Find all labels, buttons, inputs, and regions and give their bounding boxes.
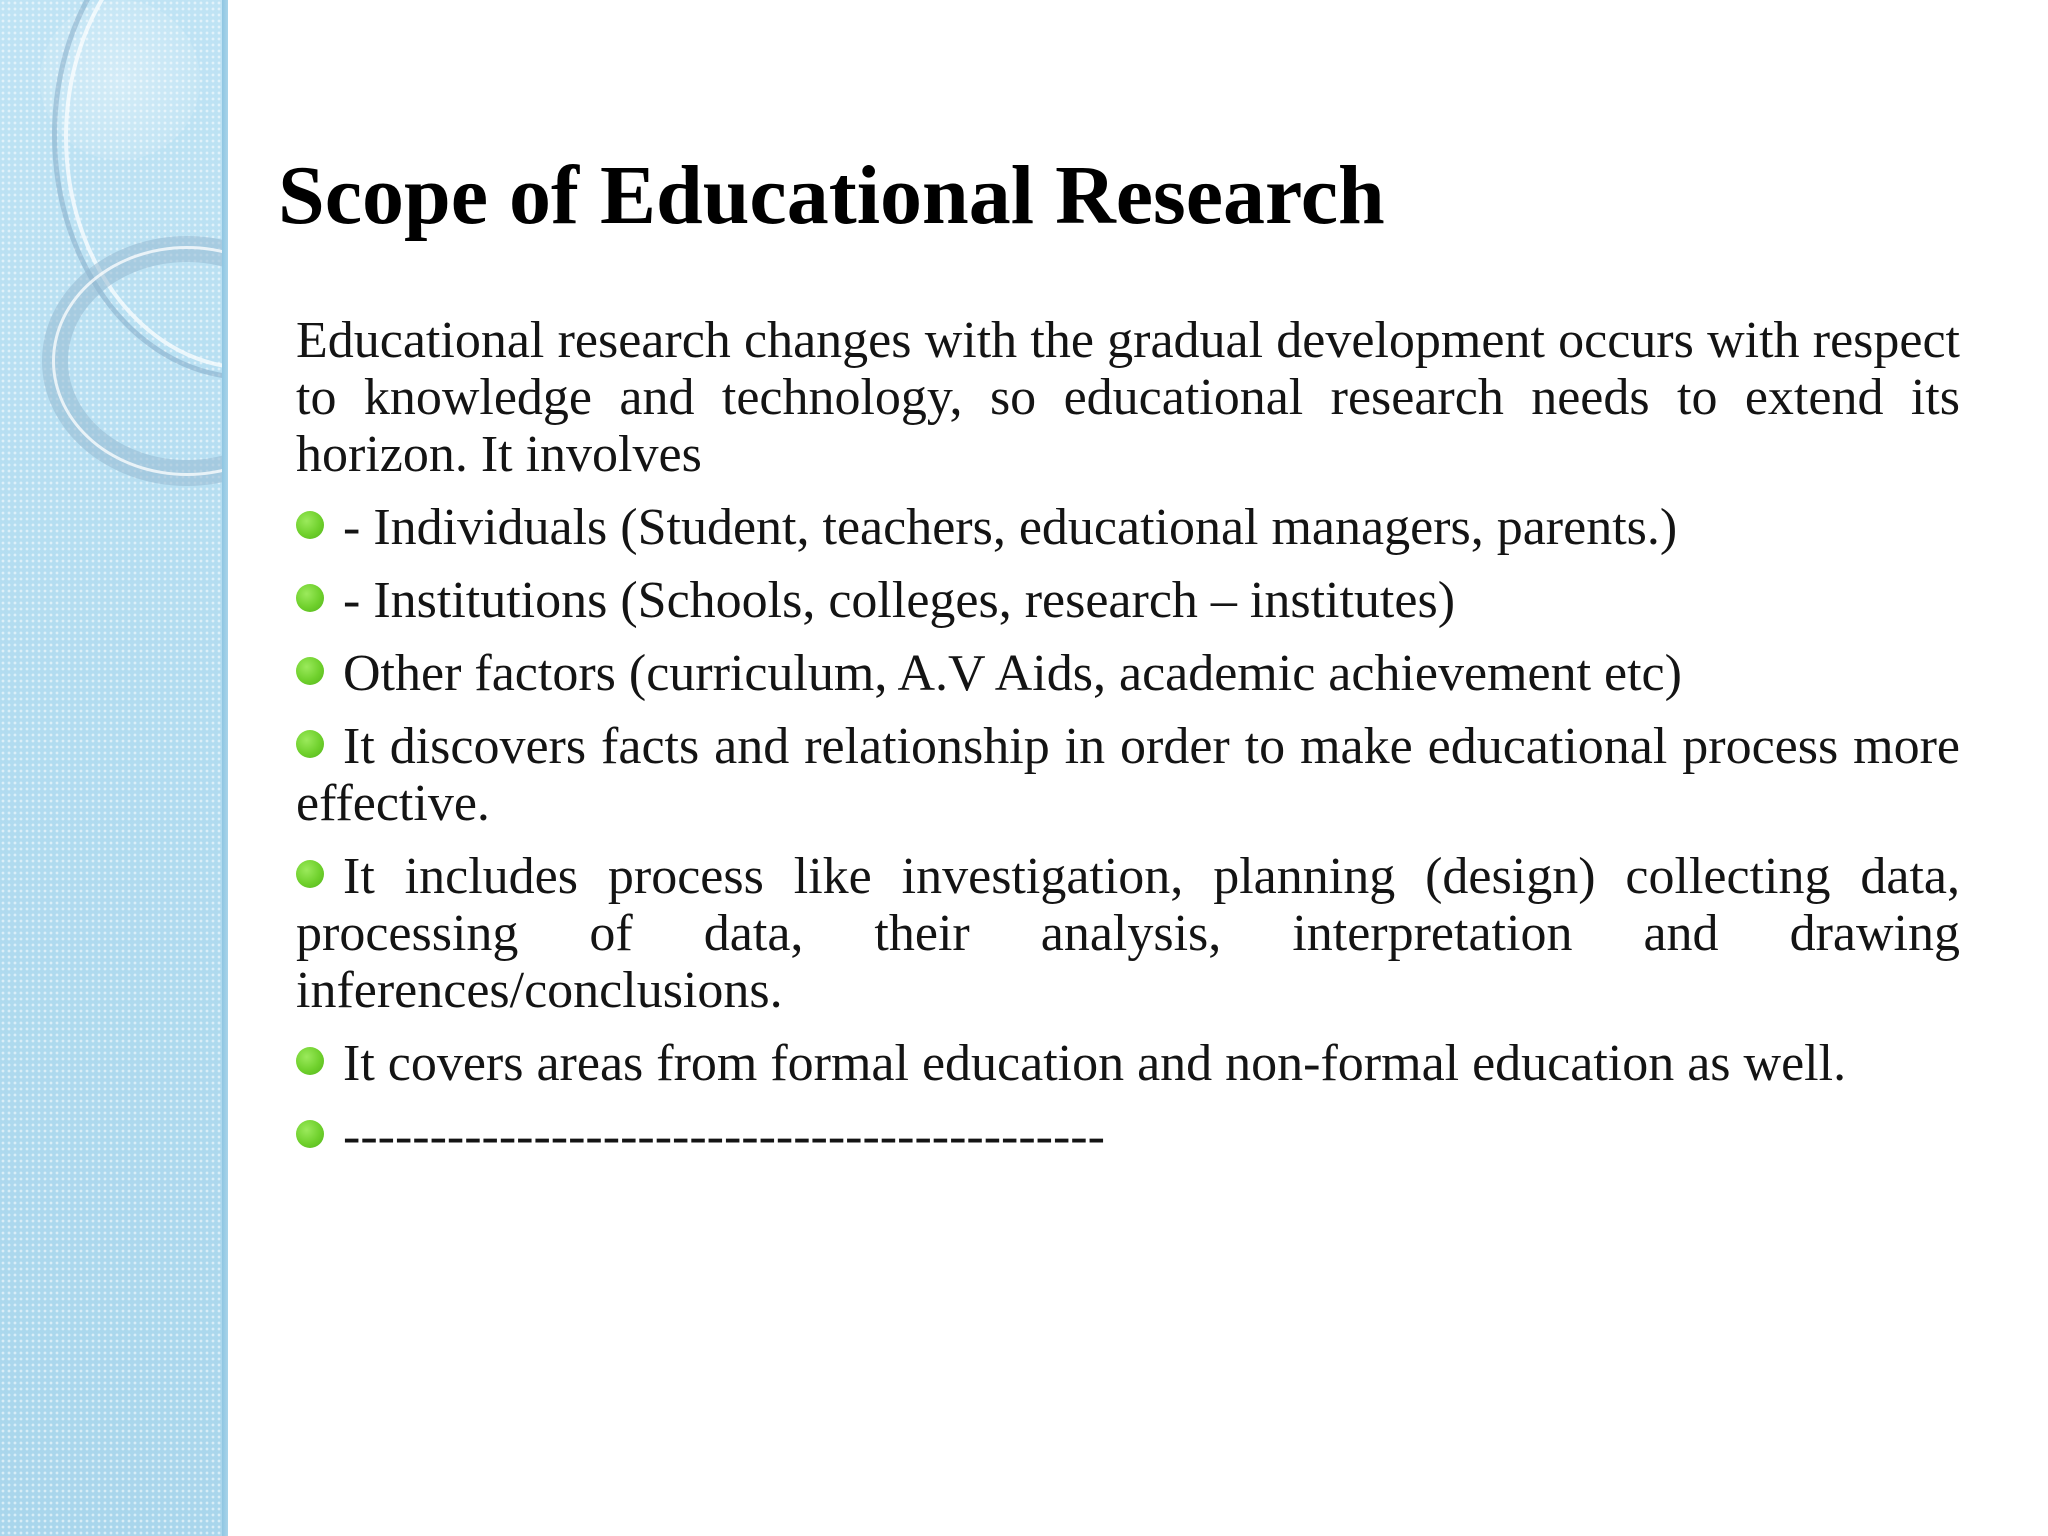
bullet-item — [296, 1108, 1960, 1165]
green-bullet-icon — [296, 657, 324, 685]
bullet-text: - Institutions (Schools, colleges, research – institutes) — [343, 572, 1456, 629]
green-bullet-icon — [296, 1047, 324, 1075]
side-panel-edge — [222, 0, 228, 1536]
green-bullet-icon — [296, 730, 324, 758]
intro-paragraph: Educational research changes with the gradual development occurs with respect to knowledge and technology, so educational research needs to extend its horizon. It involves — [296, 312, 1960, 483]
bullet-item — [296, 718, 1960, 832]
bullet-text: - Individuals (Student, teachers, educational managers, parents.) — [343, 499, 1678, 556]
green-bullet-icon — [296, 584, 324, 612]
bullet-item — [296, 1035, 1960, 1092]
green-bullet-icon — [296, 511, 324, 539]
green-bullet-icon — [296, 1120, 324, 1148]
slide-title: Scope of Educational Research — [278, 149, 1385, 242]
bullet-item — [296, 848, 1960, 1019]
decorative-side-panel — [0, 0, 228, 1536]
bullet-text: It includes process like investigation, planning (design) collecting data, processing of data, their analysis, interpretation and drawing inferences/conclusions. — [296, 848, 1960, 1019]
bullet-text: It covers areas from formal education and non-formal education as well. — [343, 1035, 1847, 1092]
green-bullet-icon — [296, 860, 324, 888]
slide-body — [296, 312, 1960, 1181]
bullet-item — [296, 645, 1960, 702]
bullet-text: Other factors (curriculum, A.V Aids, academic achievement etc) — [343, 645, 1682, 702]
bullet-item — [296, 499, 1960, 556]
bullet-item — [296, 572, 1960, 629]
bullet-text: It discovers facts and relationship in order to make educational process more effective. — [296, 718, 1960, 832]
bullet-text: -------------------------------------------- — [343, 1108, 1105, 1165]
